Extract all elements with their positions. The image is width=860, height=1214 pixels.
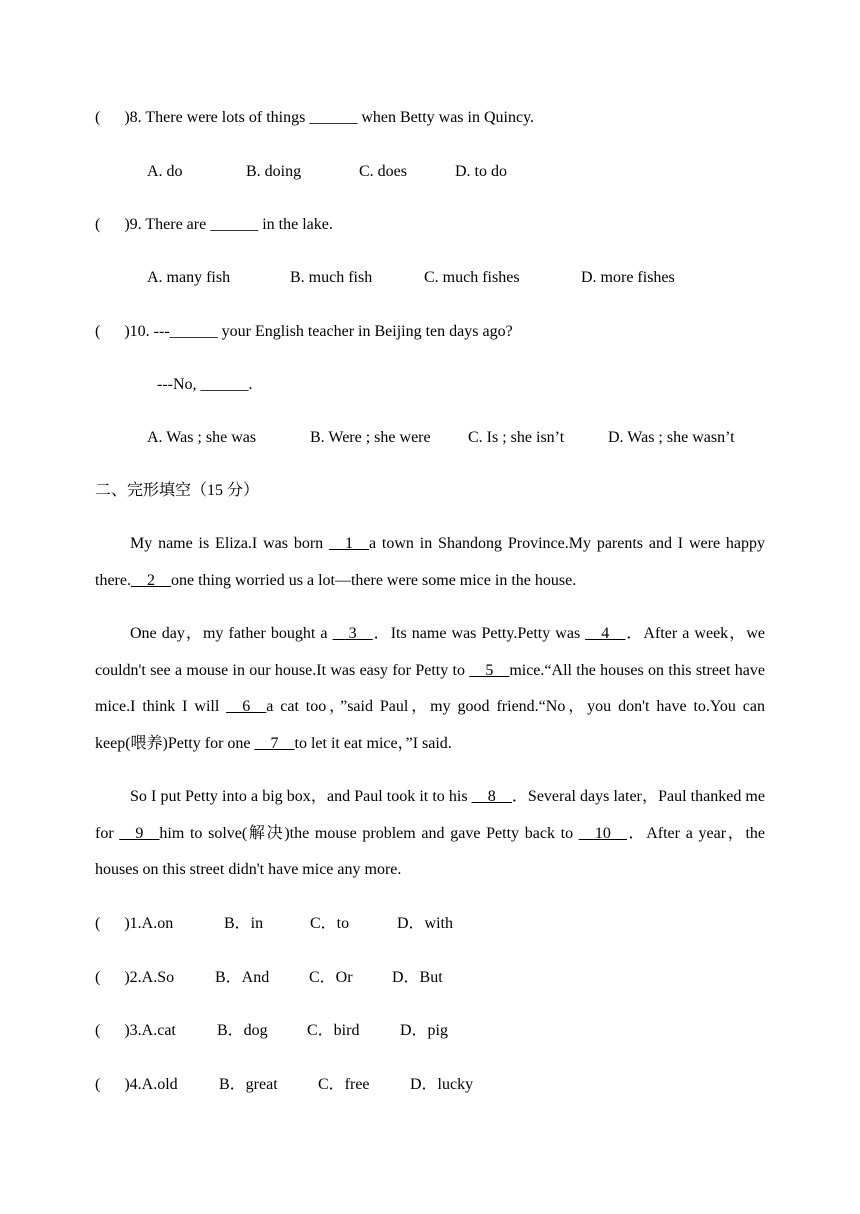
passage-paragraph-2: One day，my father bought a __3__．Its name was Petty.Petty was __4__．After a week，we couldn't see a mouse in our house.It was easy for Petty to __5__mice.“All the houses on this street have mice.I think I will __6__a cat too，”said Paul，my good friend.“No，you don't have to.You can keep(喂养)Petty for one __7__to let it eat mice，”I said.	[95, 625, 765, 752]
cloze-2-option-b: B．And	[215, 969, 270, 986]
q10-option-d: D. Was ; she wasn’t	[608, 429, 735, 446]
q9-option-d: D. more fishes	[581, 269, 675, 286]
q9-option-c: C. much fishes	[424, 269, 520, 286]
cloze-question-1-stem: ( )1.A.on	[95, 915, 174, 932]
question-10-stem: ( )10. ---______ your English teacher in Beijing ten days ago?	[95, 323, 513, 340]
q10-option-a: A. Was ; she was	[147, 429, 257, 446]
cloze-question-2-stem: ( )2.A.So	[95, 969, 175, 986]
cloze-4-option-b: B．great	[219, 1076, 278, 1093]
question-9-stem: ( )9. There are ______ in the lake.	[95, 216, 333, 233]
passage-paragraph-1: My name is Eliza.I was born __1__a town in Shandong Province.My parents and I were happy there.__2__one thing worried us a lot—there were some mice in the house.	[95, 535, 766, 589]
q8-option-c: C. does	[359, 163, 407, 180]
cloze-1-option-b: B．in	[224, 915, 264, 932]
blank-10: __10__	[578, 824, 627, 842]
q8-option-b: B. doing	[246, 163, 302, 180]
blank-9: __9__	[119, 824, 160, 842]
cloze-4-option-d: D．lucky	[410, 1076, 474, 1093]
q8-option-a: A. do	[147, 163, 183, 180]
cloze-2-option-d: D．But	[392, 969, 443, 986]
question-10-reply: ---No, ______.	[157, 376, 253, 393]
blank-6: __6__	[226, 698, 267, 716]
cloze-1-option-c: C．to	[310, 915, 350, 932]
q10-option-c: C. Is ; she isn’t	[468, 429, 565, 446]
blank-8: __8__	[471, 788, 512, 805]
cloze-3-option-d: D．pig	[400, 1022, 449, 1039]
question-8-stem: ( )8. There were lots of things ______ when Betty was in Quincy.	[95, 109, 535, 126]
passage-paragraph-3: So I put Petty into a big box，and Paul took it to his __8__．Several days later，Paul thanked me for __9__him to solve(解决)the mouse problem and gave Petty back to __10__．After a year，the houses on this street didn't have mice any more.	[95, 788, 765, 879]
blank-3: __3__	[332, 625, 373, 642]
q10-option-b: B. Were ; she were	[310, 429, 431, 446]
cloze-2-option-c: C．Or	[309, 969, 353, 986]
q8-option-d: D. to do	[455, 163, 507, 180]
q9-option-a: A. many fish	[147, 269, 231, 286]
blank-1: __1__	[328, 535, 369, 552]
blank-5: __5__	[469, 661, 510, 679]
q9-option-b: B. much fish	[290, 269, 373, 286]
cloze-1-option-d: D．with	[397, 915, 454, 932]
blank-7: __7__	[254, 734, 295, 752]
cloze-question-3-stem: ( )3.A.cat	[95, 1022, 176, 1039]
cloze-question-4-stem: ( )4.A.old	[95, 1076, 178, 1093]
cloze-4-option-c: C．free	[318, 1076, 370, 1093]
cloze-3-option-b: B．dog	[217, 1022, 268, 1039]
cloze-3-option-c: C．bird	[307, 1022, 360, 1039]
section-heading: 二、完形填空（15 分）	[95, 482, 260, 499]
blank-4: __4__	[585, 625, 626, 642]
blank-2: __2__	[130, 571, 171, 589]
